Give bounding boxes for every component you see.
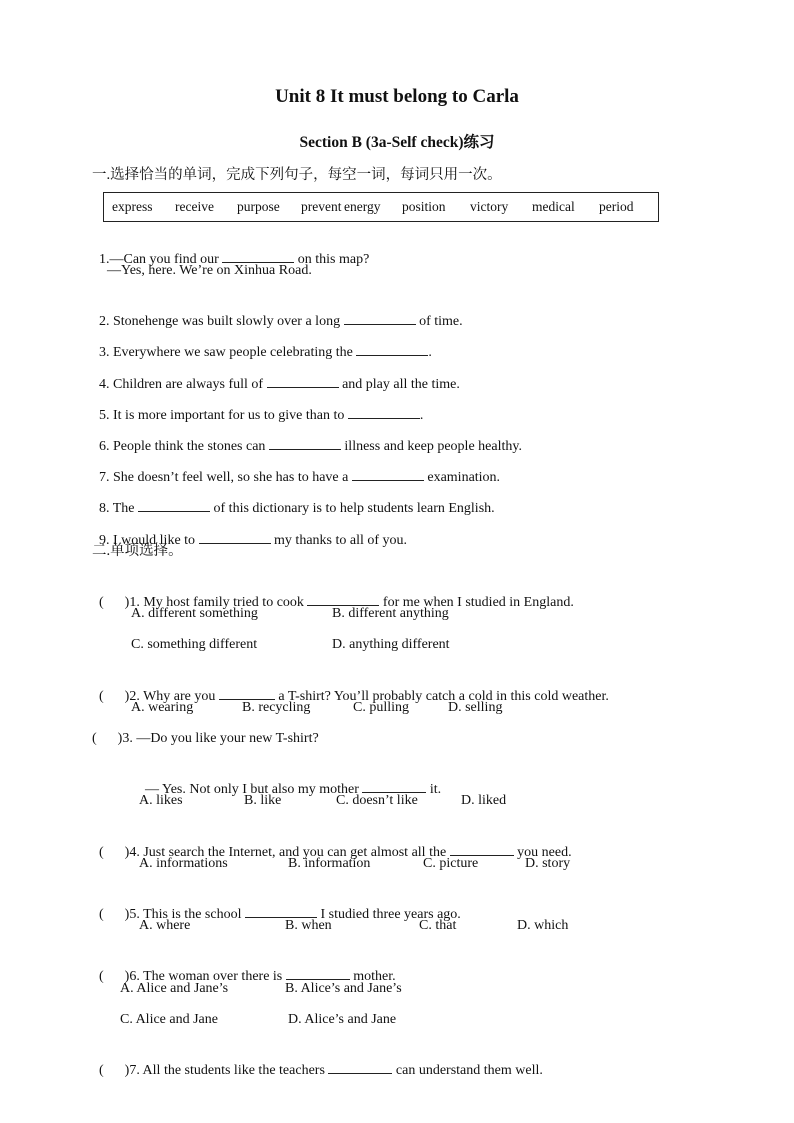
option-c[interactable]: C. that [419, 918, 457, 933]
fill-item: 1.—Can you find our on this map? [92, 231, 369, 269]
option-a[interactable]: A. informations [139, 856, 228, 871]
mc-question: ( )3. —Do you like your new T-shirt? [92, 731, 319, 746]
option-d[interactable]: D. selling [448, 700, 503, 715]
option-b[interactable]: B. when [285, 918, 332, 933]
fill-item: 5. It is more important for us to give than to . [92, 387, 423, 425]
fill-item: 7. She doesn’t feel well, so she has to have a examination. [92, 449, 500, 487]
mc-question: ( )4. Just search the Internet, and you can get almost all the you need. [92, 824, 572, 862]
fill-item: 4. Children are always full of and play all the time. [92, 356, 460, 394]
mc-question: ( )1. My host family tried to cook for me when I studied in England. [92, 574, 574, 612]
answer-blank[interactable] [352, 467, 424, 481]
mc-question-response: — Yes. Not only I but also my mother it. [138, 761, 441, 799]
option-c[interactable]: C. pulling [353, 700, 410, 715]
answer-blank[interactable] [138, 498, 210, 512]
answer-blank[interactable] [199, 530, 271, 544]
option-c[interactable]: C. picture [423, 856, 479, 871]
part2-heading: 二.单项选择。 [92, 543, 183, 559]
answer-blank[interactable] [328, 1060, 392, 1074]
fill-item: 9. I would like to my thanks to all of you. [92, 512, 407, 550]
option-d[interactable]: D. Alice’s and Jane [288, 1012, 397, 1027]
answer-blank[interactable] [219, 686, 275, 700]
option-a[interactable]: A. Alice and Jane’s [120, 981, 229, 996]
answer-blank[interactable] [348, 405, 420, 419]
word-bank-item: prevent [301, 199, 342, 214]
fill-item: 3. Everywhere we saw people celebrating the . [92, 324, 432, 362]
option-c[interactable]: C. doesn’t like [336, 793, 418, 808]
option-b[interactable]: B. Alice’s and Jane’s [285, 981, 402, 996]
word-bank-item: position [402, 199, 446, 214]
option-d[interactable]: D. story [525, 856, 571, 871]
mc-question: ( )2. Why are you a T-shirt? You’ll probably catch a cold in this cold weather. [92, 668, 609, 706]
part1-heading: 一.选择恰当的单词，完成下列句子，每空一词，每词只用一次。 [92, 167, 502, 183]
word-bank-item: energy [344, 199, 381, 214]
option-b[interactable]: B. information [288, 856, 371, 871]
word-bank-item: purpose [237, 199, 280, 214]
option-a[interactable]: A. different something [131, 606, 258, 621]
option-b[interactable]: B. different anything [332, 606, 449, 621]
fill-item: 6. People think the stones can illness and keep people healthy. [92, 418, 522, 456]
mc-question: ( )7. All the students like the teachers can understand them well. [92, 1042, 543, 1080]
answer-blank[interactable] [450, 842, 514, 856]
option-b[interactable]: B. recycling [242, 700, 311, 715]
option-c[interactable]: C. something different [131, 637, 258, 652]
answer-blank[interactable] [269, 436, 341, 450]
option-a[interactable]: A. likes [139, 793, 183, 808]
word-bank [103, 192, 659, 222]
word-bank-item: period [599, 199, 634, 214]
mc-question: ( )5. This is the school I studied three years ago. [92, 886, 461, 924]
answer-blank[interactable] [267, 374, 339, 388]
fill-item: 2. Stonehenge was built slowly over a long of time. [92, 293, 463, 331]
answer-blank[interactable] [344, 311, 416, 325]
page-title: Unit 8 It must belong to Carla [275, 86, 519, 107]
answer-blank[interactable] [362, 779, 426, 793]
word-bank-item: receive [175, 199, 214, 214]
word-bank-item: medical [532, 199, 575, 214]
option-d[interactable]: D. liked [461, 793, 507, 808]
answer-blank[interactable] [356, 342, 428, 356]
word-bank-item: express [112, 199, 153, 214]
page-subtitle: Section B (3a-Self check)练习 [299, 134, 495, 151]
answer-blank[interactable] [222, 249, 294, 263]
option-b[interactable]: B. like [244, 793, 282, 808]
mc-question: ( )6. The woman over there is mother. [92, 948, 396, 986]
option-d[interactable]: D. anything different [332, 637, 450, 652]
option-a[interactable]: A. where [139, 918, 191, 933]
word-bank-item: victory [470, 199, 509, 214]
option-c[interactable]: C. Alice and Jane [120, 1012, 218, 1027]
answer-blank[interactable] [307, 592, 379, 606]
fill-item: 8. The of this dictionary is to help students learn English. [92, 480, 495, 518]
option-d[interactable]: D. which [517, 918, 569, 933]
answer-blank[interactable] [286, 966, 350, 980]
fill-item-response: —Yes, here. We’re on Xinhua Road. [107, 263, 312, 278]
answer-blank[interactable] [245, 904, 317, 918]
option-a[interactable]: A. wearing [131, 700, 194, 715]
